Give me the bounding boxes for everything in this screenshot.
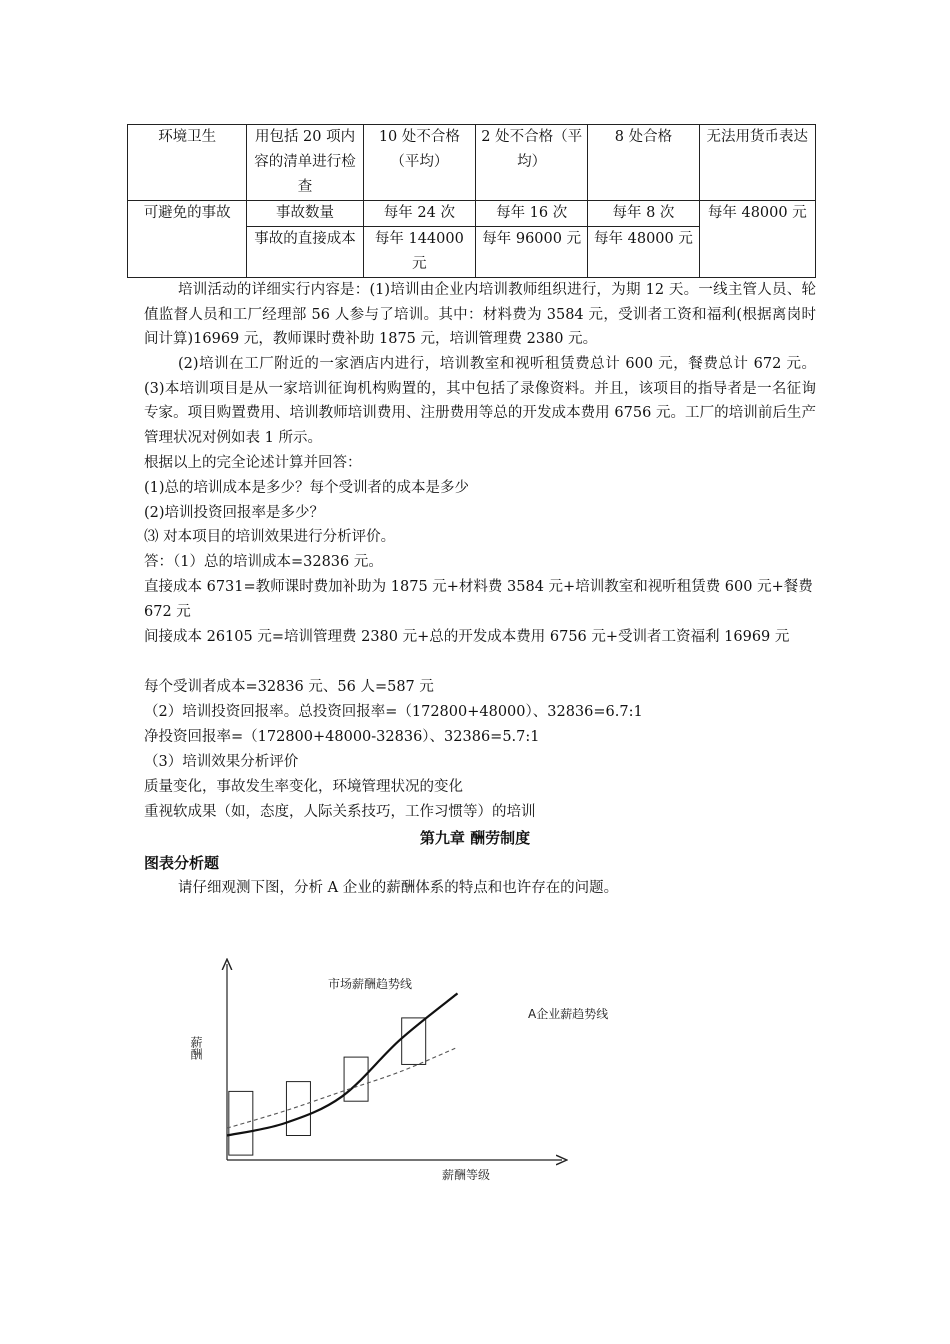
table-cell: 每年 48000 元 [588,227,699,278]
answer-2: （2）培训投资回报率。总投资回报率=（172800+48000）、32836=6.7:1 [144,704,643,720]
table-cell: 用包括 20 项内容的清单进行检查 [247,125,363,201]
answer-3-soft: 重视软成果（如，态度，人际关系技巧，工作习惯等）的培训 [144,804,536,820]
table-cell: 2 处不合格（平均） [476,125,588,201]
answer-per-trainee: 每个受训者成本=32836 元、56 人=587 元 [144,679,434,695]
table-cell: 环境卫生 [128,125,247,201]
answer-indirect-cost: 间接成本 26105 元=培训管理费 2380 元+总的开发成本费用 6756 元+受训者工资福利 16969 元 [144,629,790,645]
answer-2-net: 净投资回报率=（172800+48000-32836）、32386=5.7:1 [144,729,540,745]
salary-range-box-grade-1 [229,1091,253,1155]
table-cell: 每年 48000 元 [699,201,815,278]
company-salary-trend-line [227,1047,457,1128]
instruction-text: 请仔细观测下图，分析 A 企业的薪酬体系的特点和也许存在的问题。 [178,880,619,896]
answer-1: 答：（1）总的培训成本=32836 元。 [144,554,383,570]
question-2: (2)培训投资回报率是多少？ [144,505,325,521]
chapter-title: 第九章 酬劳制度 [419,829,531,847]
section-title: 图表分析题 [144,854,220,872]
table-cell: 无法用货币表达 [699,125,815,201]
table-cell: 可避免的事故 [128,201,247,278]
answer-3-changes: 质量变化，事故发生率变化，环境管理状况的变化 [144,779,463,795]
question-intro: 根据以上的完全论述计算并回答： [144,455,362,471]
salary-range-box-grade-3 [344,1057,368,1101]
paragraph-training-venue: (2)培训在工厂附近的一家酒店内进行，培训教室和视听租赁费总计 600 元，餐费总计 672 元。 (3)本培训项目是从一家培训征询机构购置的，其中包括了录像资料。并且，该项目的指导者是一名征询专家。项目购置费用、培训教师培训费用、注册费用等总的开发成本费用 6756 元。工厂的培训前后生产管理状况对例如表 1 所示。 [144,356,816,446]
salary-range-box-grade-2 [286,1082,310,1136]
table-cell: 每年 16 次 [476,201,588,227]
market-line-label: 市场薪酬趋势线 [328,977,413,991]
y-axis-label: 薪酬 [189,1036,203,1060]
table-cell: 每年 96000 元 [476,227,588,278]
table-cell: 每年 24 次 [363,201,475,227]
answer-3: （3）培训效果分析评价 [144,754,299,770]
table-cell: 每年 8 次 [588,201,699,227]
table-cell: 8 处合格 [588,125,699,201]
table-row [128,201,816,227]
paragraph-training-details: 培训活动的详细实行内容是：(1)培训由企业内培训教师组织进行，为期 12 天。一线主管人员、轮值监督人员和工厂经理部 56 人参与了培训。其中：材料费为 3584 元，受训者工资和福利(根据离岗时间计算)16969 元，教师课时费补助 1875 元，培训管理费 2380 元。 [144,282,816,347]
company-line-label: A企业薪趋势线 [528,1007,609,1021]
table-cell: 每年 144000 元 [363,227,475,278]
table-row [128,125,816,201]
table-cell: 10 处不合格（平均） [363,125,475,201]
salary-chart [170,950,609,1190]
training-effect-table [127,124,816,278]
table-cell: 事故数量 [247,201,363,227]
answer-direct-cost: 直接成本 6731=教师课时费加补助为 1875 元+材料费 3584 元+培训教室和视听租赁费 600 元+餐费 672 元 [144,579,813,620]
x-axis-label: 薪酬等级 [442,1168,491,1182]
table-cell: 事故的直接成本 [247,227,363,278]
question-3: ⑶ 对本项目的培训效果进行分析评价。 [144,529,396,545]
question-1: (1)总的培训成本是多少？每个受训者的成本是多少 [144,480,470,496]
salary-range-box-grade-4 [402,1018,426,1065]
